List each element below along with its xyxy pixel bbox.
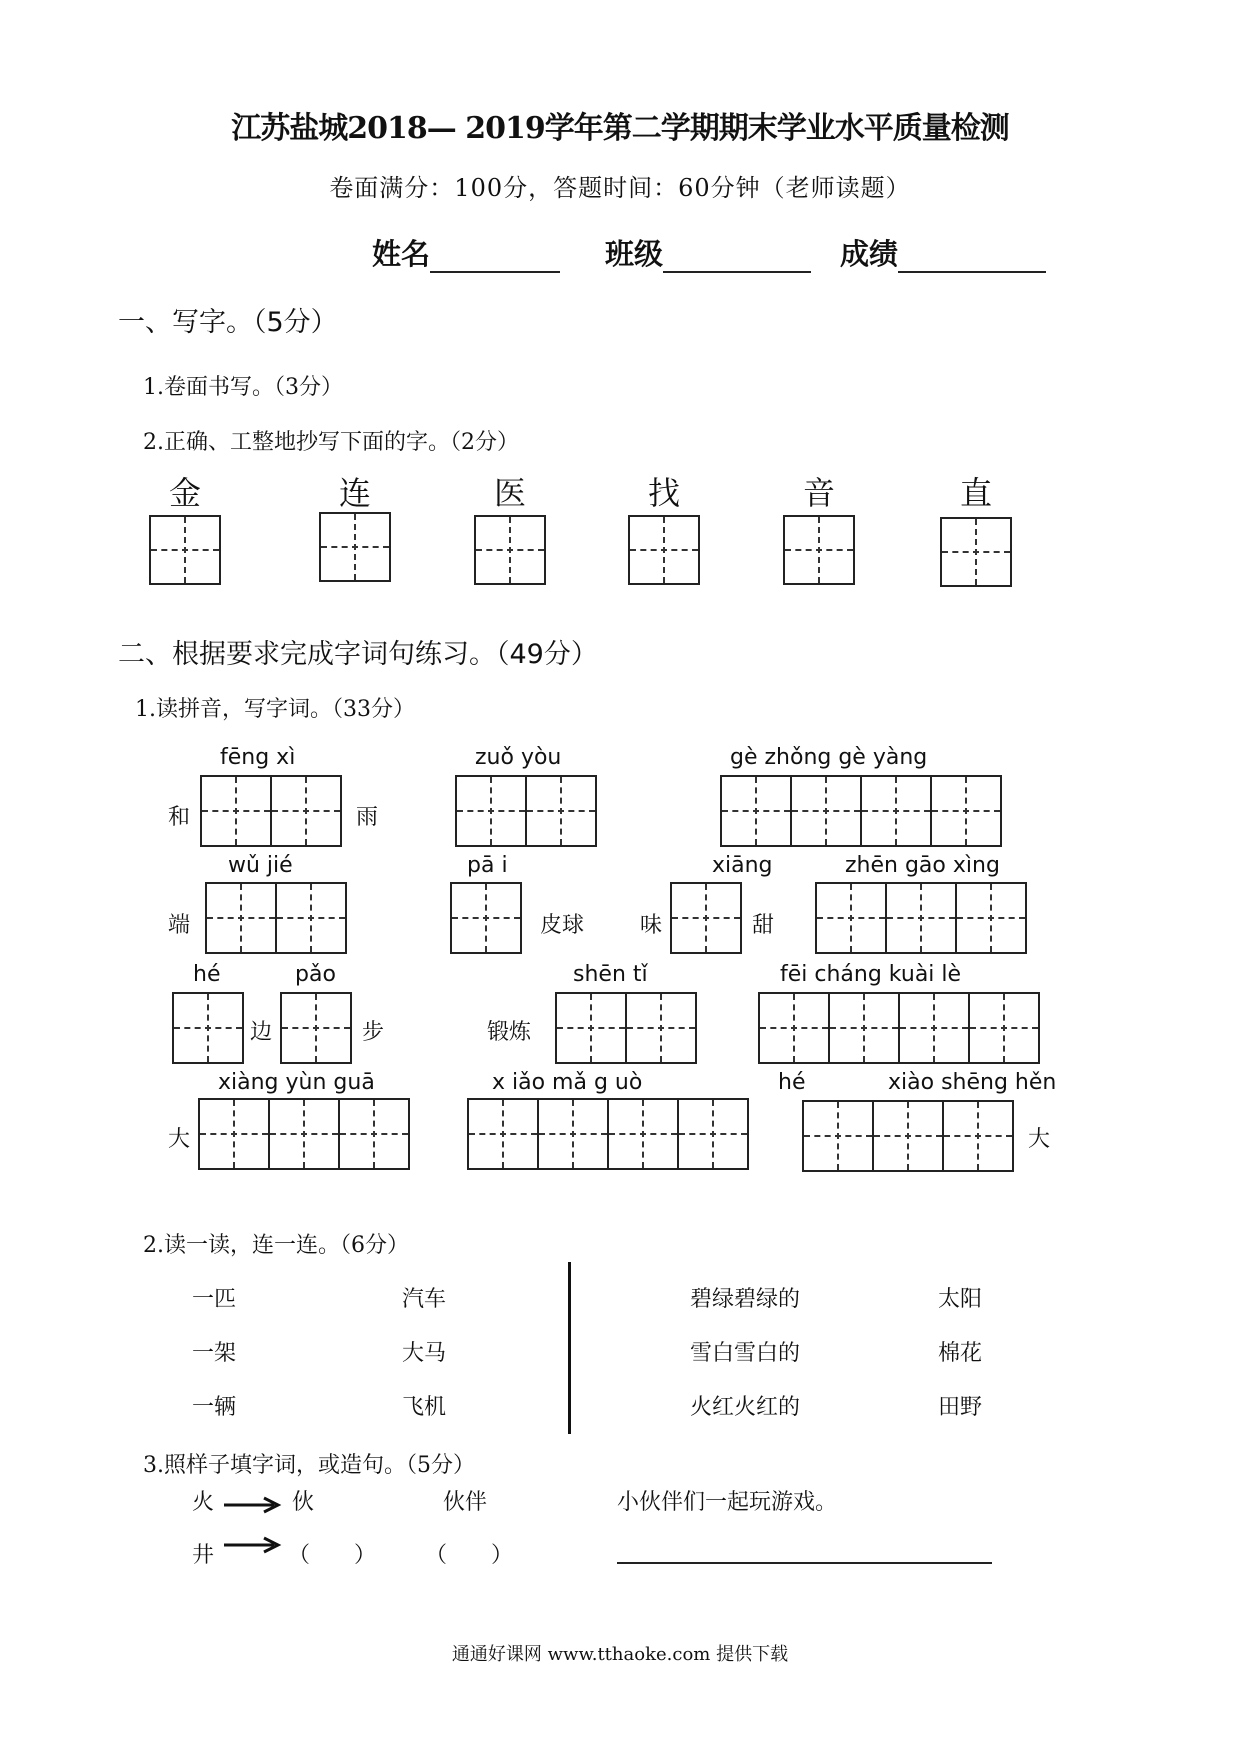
- tianzige-box[interactable]: [525, 775, 597, 847]
- match-left-b1[interactable]: 汽车: [402, 1287, 447, 1312]
- tianzige-box[interactable]: [455, 775, 527, 847]
- copy-char-3: 医: [493, 474, 526, 512]
- tianzige-box[interactable]: [628, 515, 700, 585]
- section2-heading: 二、根据要求完成字词句练习。（49分）: [118, 639, 598, 670]
- class-field: [605, 232, 811, 273]
- match-left-b2[interactable]: 大马: [402, 1341, 447, 1366]
- tianzige-box[interactable]: [860, 775, 932, 847]
- pinyin-xiang: xiāng: [712, 853, 773, 878]
- exam-subtitle: 卷面满分：100分，答题时间：60分钟（老师读题）: [329, 174, 911, 202]
- pinyin-zuoyou: zuǒ yòu: [475, 745, 562, 770]
- tianzige-box[interactable]: [815, 882, 887, 954]
- copy-char-6: 直: [959, 474, 992, 512]
- section2-q1: 1.读拼音，写字词。（33分）: [135, 697, 415, 722]
- tianzige-box[interactable]: [198, 1098, 270, 1170]
- example-word: 伙伴: [443, 1490, 488, 1515]
- name-field: [372, 232, 560, 273]
- pinyin-xiangyungua: xiàng yùn guā: [218, 1070, 375, 1095]
- score-blank[interactable]: [898, 245, 1046, 273]
- copy-char-1: 金: [168, 474, 201, 512]
- pinyin-fengxi: fēng xì: [220, 745, 296, 770]
- tianzige-box[interactable]: [537, 1098, 609, 1170]
- char-da-left: 大: [168, 1127, 191, 1152]
- tianzige-box[interactable]: [670, 882, 742, 954]
- sentence-answer-line[interactable]: [617, 1562, 992, 1564]
- example-sentence: 小伙伴们一起玩游戏。: [617, 1490, 838, 1515]
- tianzige-box[interactable]: [872, 1100, 944, 1172]
- char-he: 和: [168, 805, 191, 830]
- match-right-b2[interactable]: 棉花: [938, 1341, 983, 1366]
- pinyin-pai: pā i: [467, 853, 508, 878]
- match-right-b3[interactable]: 田野: [938, 1395, 983, 1420]
- pinyin-pao: pǎo: [295, 962, 336, 987]
- match-right-a3[interactable]: 火红火红的: [690, 1395, 801, 1420]
- match-left-b3[interactable]: 飞机: [402, 1395, 447, 1420]
- tianzige-box[interactable]: [172, 992, 244, 1064]
- char-duan: 端: [168, 913, 191, 938]
- copy-char-5: 音: [802, 474, 835, 512]
- tianzige-box[interactable]: [275, 882, 347, 954]
- class-blank[interactable]: [663, 245, 811, 273]
- tianzige-box[interactable]: [319, 512, 391, 582]
- score-label: 成绩: [840, 237, 899, 271]
- tianzige-box[interactable]: [940, 517, 1012, 587]
- tianzige-box[interactable]: [898, 992, 970, 1064]
- tianzige-box[interactable]: [268, 1098, 340, 1170]
- match-right-a1[interactable]: 碧绿碧绿的: [690, 1287, 801, 1312]
- tianzige-box[interactable]: [968, 992, 1040, 1064]
- footer-credit: 通通好课网 www.tthaoke.com 提供下载: [451, 1644, 789, 1665]
- section2-q2: 2.读一读，连一连。（6分）: [143, 1233, 409, 1258]
- tianzige-box[interactable]: [885, 882, 957, 954]
- match-left-a1[interactable]: 一匹: [192, 1287, 237, 1312]
- pinyin-feichangkuaile: fēi cháng kuài lè: [780, 962, 962, 987]
- tianzige-box[interactable]: [200, 775, 272, 847]
- arrow-right-icon: [222, 1536, 284, 1554]
- word-piqiu: 皮球: [540, 913, 585, 938]
- task-char: 井: [192, 1543, 215, 1568]
- match-left-a2[interactable]: 一架: [192, 1341, 237, 1366]
- example-derived-char: 伙: [292, 1490, 315, 1515]
- section1-q1: 1.卷面书写。（3分）: [143, 375, 343, 400]
- tianzige-box[interactable]: [555, 992, 627, 1064]
- tianzige-box[interactable]: [205, 882, 277, 954]
- tianzige-box[interactable]: [149, 515, 221, 585]
- match-divider: [568, 1262, 571, 1434]
- tianzige-box[interactable]: [338, 1098, 410, 1170]
- answer-paren-2[interactable]: （ ）: [425, 1543, 514, 1568]
- section1-heading: 一、写字。（5分）: [118, 307, 338, 338]
- match-right-a2[interactable]: 雪白雪白的: [690, 1341, 801, 1366]
- copy-char-2: 连: [338, 474, 371, 512]
- class-label: 班级: [605, 237, 664, 271]
- section2-q3: 3.照样子填字词，或造句。（5分）: [143, 1453, 475, 1478]
- tianzige-box[interactable]: [790, 775, 862, 847]
- copy-char-4: 找: [647, 474, 680, 512]
- tianzige-box[interactable]: [783, 515, 855, 585]
- tianzige-box[interactable]: [677, 1098, 749, 1170]
- score-field: [840, 232, 1046, 273]
- pinyin-he: hé: [193, 962, 221, 987]
- tianzige-box[interactable]: [942, 1100, 1014, 1172]
- name-blank[interactable]: [430, 245, 560, 273]
- example-char: 火: [192, 1490, 215, 1515]
- char-bu: 步: [362, 1020, 385, 1045]
- tianzige-box[interactable]: [270, 775, 342, 847]
- tianzige-box[interactable]: [758, 992, 830, 1064]
- tianzige-box[interactable]: [607, 1098, 679, 1170]
- match-left-a3[interactable]: 一辆: [192, 1395, 237, 1420]
- pinyin-he2: hé: [778, 1070, 806, 1095]
- pinyin-shenti: shēn tǐ: [573, 962, 648, 987]
- tianzige-box[interactable]: [467, 1098, 539, 1170]
- tianzige-box[interactable]: [280, 992, 352, 1064]
- word-duanlian: 锻炼: [487, 1020, 532, 1045]
- char-yu: 雨: [356, 805, 379, 830]
- pinyin-gezhongeyang: gè zhǒng gè yàng: [730, 745, 928, 770]
- tianzige-box[interactable]: [828, 992, 900, 1064]
- char-wei: 味: [640, 913, 663, 938]
- tianzige-box[interactable]: [450, 882, 522, 954]
- char-bian: 边: [250, 1020, 273, 1045]
- name-label: 姓名: [372, 237, 431, 271]
- char-tian: 甜: [752, 913, 775, 938]
- tianzige-box[interactable]: [625, 992, 697, 1064]
- pinyin-wujie: wǔ jié: [228, 853, 293, 878]
- tianzige-box[interactable]: [474, 515, 546, 585]
- pinyin-xiaoshenghen: xiào shēng hěn: [888, 1070, 1057, 1095]
- arrow-right-icon: [222, 1496, 284, 1514]
- page-title: 江苏盐城2018— 2019学年第二学期期末学业水平质量检测: [231, 111, 1009, 146]
- tianzige-box[interactable]: [930, 775, 1002, 847]
- tianzige-box[interactable]: [720, 775, 792, 847]
- section1-q2: 2.正确、工整地抄写下面的字。（2分）: [143, 430, 519, 455]
- tianzige-box[interactable]: [802, 1100, 874, 1172]
- char-da-right: 大: [1028, 1127, 1051, 1152]
- pinyin-zhengaoxing: zhēn gāo xìng: [845, 853, 1000, 878]
- answer-paren-1[interactable]: （ ）: [288, 1543, 377, 1568]
- tianzige-box[interactable]: [955, 882, 1027, 954]
- pinyin-xiaomaguohe: x iǎo mǎ g uò: [492, 1070, 643, 1095]
- match-right-b1[interactable]: 太阳: [938, 1287, 983, 1312]
